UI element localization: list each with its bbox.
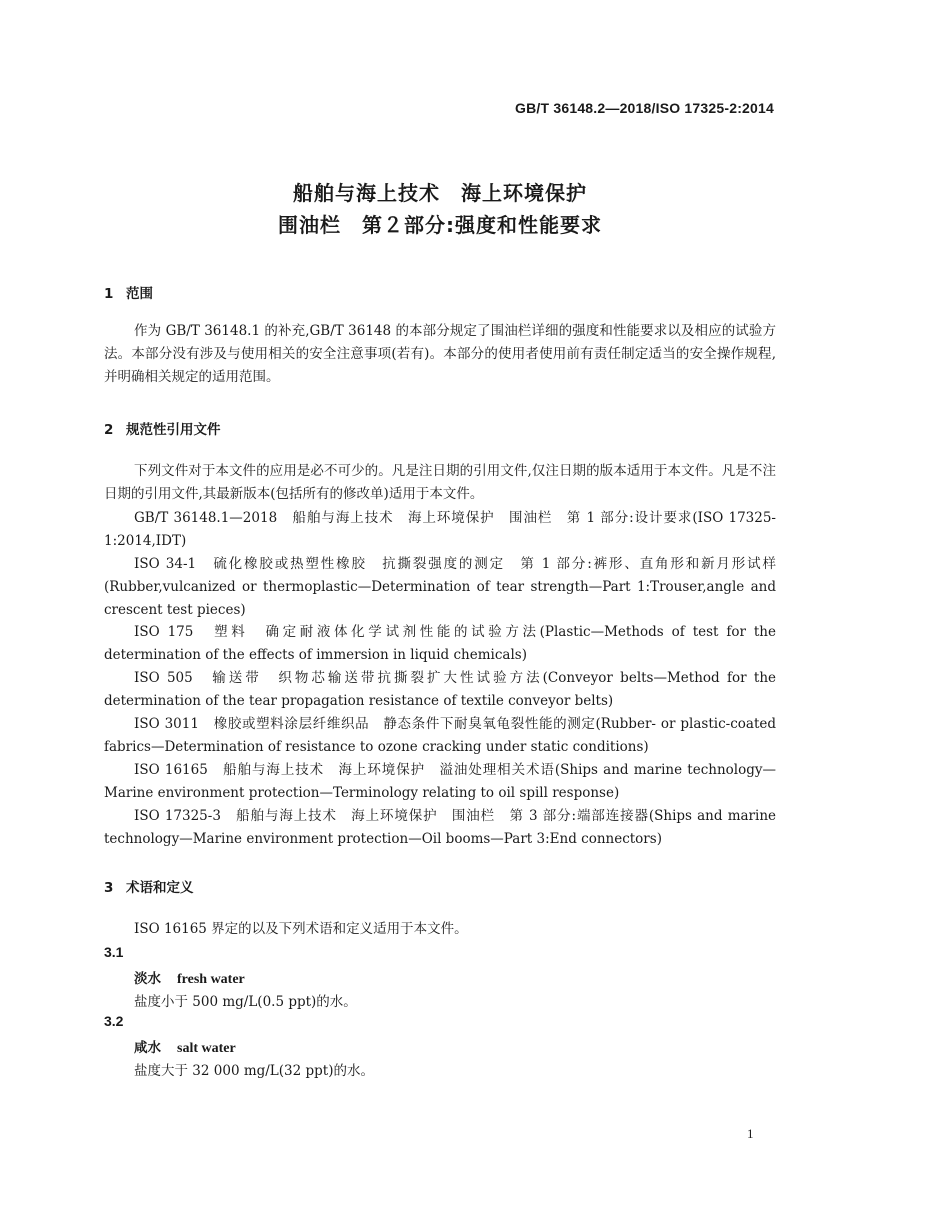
term-english: fresh water (177, 972, 245, 987)
reference-item: ISO 17325-3 船舶与海上技术 海上环境保护 围油栏 第 3 部分:端部连接器(Ships and marine technology—Marine environment protection—Oil booms—Part 3:End connectors) (104, 808, 776, 847)
reference-item: ISO 505 输送带 织物芯输送带抗撕裂扩大性试验方法(Conveyor belts—Method for the determination of the tear propagation resistance of textile conveyor belts) (104, 670, 776, 709)
page-number: 1 (747, 1126, 754, 1141)
reference-item: ISO 175 塑料 确定耐液体化学试剂性能的试验方法(Plastic—Methods of test for the determination of the effects of immersion in liquid chemicals) (104, 624, 776, 663)
term-heading (134, 967, 245, 988)
section-title: 术语和定义 (126, 880, 194, 896)
term-definition: 盐度小于 500 mg/L(0.5 ppt)的水。 (134, 994, 357, 1010)
section-number: 3 (104, 880, 114, 896)
term-definition: 盐度大于 32 000 mg/L(32 ppt)的水。 (134, 1063, 374, 1079)
document-title-line-1: 船舶与海上技术 海上环境保护 (293, 181, 587, 205)
reference-item: GB/T 36148.1—2018 船舶与海上技术 海上环境保护 围油栏 第 1 部分:设计要求(ISO 17325-1:2014,IDT) (104, 510, 776, 549)
section-3-heading (104, 876, 194, 896)
section-number: 1 (104, 286, 114, 302)
clause-number: 3.1 (104, 944, 124, 960)
term-chinese: 淡水 (134, 971, 161, 987)
term-heading (134, 1036, 236, 1057)
reference-item: ISO 34-1 硫化橡胶或热塑性橡胶 抗撕裂强度的测定 第 1 部分:裤形、直角形和新月形试样(Rubber,vulcanized or thermoplastic—Determination of tear strength—Part 1:Trouser,angle and crescent test pieces) (104, 556, 776, 618)
section-2-heading (104, 418, 221, 438)
section-2-paragraph: 下列文件对于本文件的应用是必不可少的。凡是注日期的引用文件,仅注日期的版本适用于本文件。凡是不注日期的引用文件,其最新版本(包括所有的修改单)适用于本文件。 (104, 463, 776, 502)
document-title-line-2: 围油栏 第２部分:强度和性能要求 (278, 213, 602, 237)
term-english: salt water (177, 1041, 236, 1056)
standard-code: GB/T 36148.2—2018/ISO 17325-2:2014 (515, 100, 774, 116)
reference-item: ISO 16165 船舶与海上技术 海上环境保护 溢油处理相关术语(Ships and marine technology—Marine environment protection—Terminology relating to oil spill response) (104, 762, 776, 801)
section-title: 范围 (126, 286, 153, 302)
section-1-paragraph: 作为 GB/T 36148.1 的补充,GB/T 36148 的本部分规定了围油栏详细的强度和性能要求以及相应的试验方法。本部分没有涉及与使用相关的安全注意事项(若有)。本部分的使用者使用前有责任制定适当的安全操作规程,并明确相关规定的适用范围。 (104, 323, 776, 385)
reference-item: ISO 3011 橡胶或塑料涂层纤维织品 静态条件下耐臭氧龟裂性能的测定(Rubber- or plastic-coated fabrics—Determination of resistance to ozone cracking under static conditions) (104, 716, 776, 755)
section-title: 规范性引用文件 (126, 422, 221, 438)
section-number: 2 (104, 422, 114, 438)
section-3-paragraph: ISO 16165 界定的以及下列术语和定义适用于本文件。 (134, 921, 468, 937)
clause-number: 3.2 (104, 1013, 124, 1029)
section-1-heading (104, 282, 153, 302)
term-chinese: 咸水 (134, 1040, 161, 1056)
